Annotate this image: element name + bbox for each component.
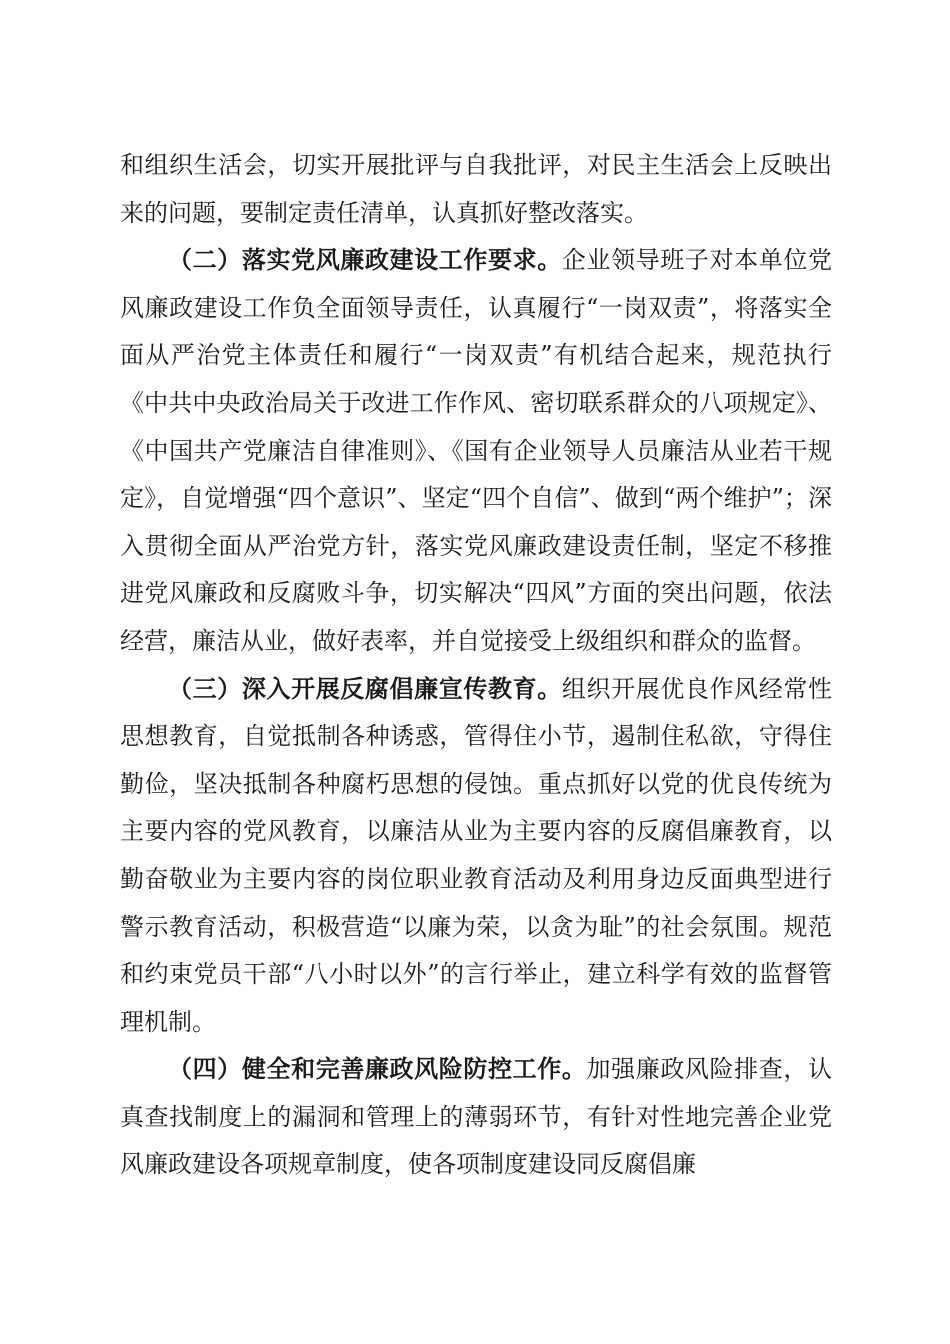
document-body <box>120 142 832 1189</box>
paragraph-section-2 <box>120 237 832 665</box>
section-heading: （四）健全和完善廉政风险防控工作。 <box>168 1055 587 1084</box>
paragraph-body: 企业领导班子对本单位党风廉政建设工作负全面领导责任，认真履行“一岗双责”，将落实全面从严治党主体责任和履行“一岗双责”有机结合起来，规范执行《中共中央政治局关于改进工作作风、密切联系群众的八项规定》、《中国共产党廉洁自律准则》、《国有企业领导人员廉洁从业若干规定》，自觉增强“四个意识”、坚定“四个自信”、做到“两个维护”；深入贯彻全面从严治党方针，落实党风廉政建设责任制，坚定不移推进党风廉政和反腐败斗争，切实解决“四风”方面的突出问题，依法经营，廉洁从业，做好表率，并自觉接受上级组织和群众的监督。 <box>120 246 833 655</box>
section-heading: （三）深入开展反腐倡廉宣传教育。 <box>168 674 562 703</box>
paragraph-section-4 <box>120 1046 832 1189</box>
paragraph-body: 和组织生活会，切实开展批评与自我批评，对民主生活会上反映出来的问题，要制定责任清单，认真抓好整改落实。 <box>120 151 832 227</box>
section-heading: （二）落实党风廉政建设工作要求。 <box>168 246 562 275</box>
paragraph-body: 加强廉政风险排查，认真查找制度上的漏洞和管理上的薄弱环节，有针对性地完善企业党风廉政建设各项规章制度，使各项制度建设同反腐倡廉 <box>120 1055 833 1179</box>
paragraph-body: 组织开展优良作风经常性思想教育，自觉抵制各种诱惑，管得住小节，遏制住私欲，守得住勤俭，坚决抵制各种腐朽思想的侵蚀。重点抓好以党的优良传统为主要内容的党风教育，以廉洁从业为主要内容的反腐倡廉教育，以勤奋敬业为主要内容的岗位职业教育活动及利用身边反面典型进行警示教育活动，积极营造“以廉为荣，以贪为耻”的社会氛围。规范和约束党员干部“八小时以外”的言行举止，建立科学有效的监督管理机制。 <box>120 674 833 1036</box>
paragraph-continuation <box>120 142 832 237</box>
paragraph-section-3 <box>120 666 832 1047</box>
